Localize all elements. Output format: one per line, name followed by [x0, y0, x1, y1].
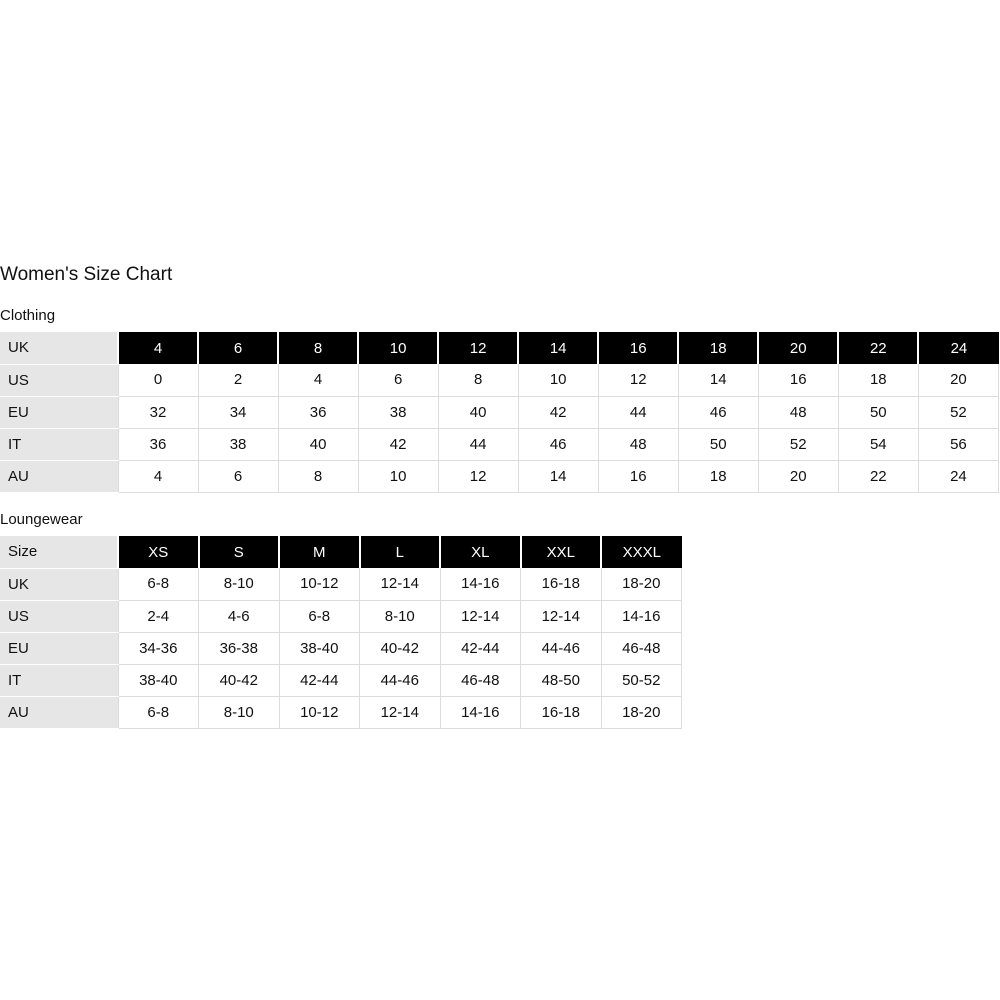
table-row — [0, 396, 999, 428]
table-cell: 46-48 — [440, 664, 521, 696]
clothing-size-table — [0, 332, 999, 493]
loungewear-section-title: Loungewear — [0, 511, 83, 528]
table-cell: 48-50 — [521, 664, 602, 696]
clothing-header-row — [0, 332, 999, 364]
table-cell: 44 — [598, 396, 678, 428]
table-cell: 52 — [758, 428, 838, 460]
table-cell: 40-42 — [199, 664, 280, 696]
table-cell: 12-14 — [521, 600, 602, 632]
table-cell: 10-12 — [279, 568, 360, 600]
page-title: Women's Size Chart — [0, 264, 173, 285]
table-cell: 38-40 — [118, 664, 199, 696]
table-cell: 6-8 — [279, 600, 360, 632]
table-row — [0, 632, 682, 664]
row-label: AU — [0, 696, 118, 728]
table-cell: 8-10 — [199, 568, 280, 600]
table-cell: 12-14 — [440, 600, 521, 632]
table-cell: 42-44 — [279, 664, 360, 696]
header-cell: 22 — [838, 332, 918, 364]
table-cell: 12-14 — [360, 696, 441, 728]
table-cell: 54 — [838, 428, 918, 460]
table-cell: 4 — [118, 460, 198, 492]
table-cell: 36 — [118, 428, 198, 460]
table-cell: 8-10 — [199, 696, 280, 728]
table-cell: 16 — [758, 364, 838, 396]
table-cell: 48 — [598, 428, 678, 460]
row-label: Size — [0, 536, 118, 568]
table-cell: 10-12 — [279, 696, 360, 728]
table-cell: 40-42 — [360, 632, 441, 664]
header-cell: 20 — [758, 332, 838, 364]
table-cell: 12 — [598, 364, 678, 396]
header-cell: XL — [440, 536, 521, 568]
table-cell: 42 — [358, 428, 438, 460]
table-cell: 24 — [918, 460, 998, 492]
table-cell: 18 — [838, 364, 918, 396]
header-cell: 8 — [278, 332, 358, 364]
loungewear-size-table — [0, 536, 682, 729]
table-cell: 12-14 — [360, 568, 441, 600]
header-cell: XXL — [521, 536, 602, 568]
table-cell: 32 — [118, 396, 198, 428]
table-cell: 34-36 — [118, 632, 199, 664]
header-cell: XXXL — [601, 536, 682, 568]
table-cell: 46 — [518, 428, 598, 460]
table-cell: 8-10 — [360, 600, 441, 632]
table-cell: 42 — [518, 396, 598, 428]
table-row — [0, 664, 682, 696]
table-cell: 2 — [198, 364, 278, 396]
table-cell: 38 — [358, 396, 438, 428]
row-label: AU — [0, 460, 118, 492]
table-cell: 4-6 — [199, 600, 280, 632]
table-row — [0, 600, 682, 632]
table-cell: 38-40 — [279, 632, 360, 664]
table-row — [0, 428, 999, 460]
header-cell: XS — [118, 536, 199, 568]
table-cell: 4 — [278, 364, 358, 396]
header-cell: 12 — [438, 332, 518, 364]
table-cell: 42-44 — [440, 632, 521, 664]
table-cell: 6 — [198, 460, 278, 492]
clothing-section-title: Clothing — [0, 307, 56, 324]
table-cell: 16-18 — [521, 568, 602, 600]
header-cell: 4 — [118, 332, 198, 364]
table-cell: 50 — [678, 428, 758, 460]
table-cell: 6-8 — [118, 568, 199, 600]
table-cell: 20 — [758, 460, 838, 492]
table-cell: 10 — [358, 460, 438, 492]
table-cell: 12 — [438, 460, 518, 492]
header-cell: 24 — [918, 332, 998, 364]
table-row — [0, 460, 999, 492]
table-cell: 34 — [198, 396, 278, 428]
loungewear-header-row — [0, 536, 682, 568]
header-cell: M — [279, 536, 360, 568]
header-cell: S — [199, 536, 280, 568]
row-label: UK — [0, 332, 118, 364]
table-cell: 50-52 — [601, 664, 682, 696]
table-cell: 0 — [118, 364, 198, 396]
table-cell: 14 — [678, 364, 758, 396]
table-cell: 20 — [918, 364, 998, 396]
table-cell: 48 — [758, 396, 838, 428]
table-cell: 52 — [918, 396, 998, 428]
table-cell: 16-18 — [521, 696, 602, 728]
table-cell: 18-20 — [601, 696, 682, 728]
table-cell: 14-16 — [440, 696, 521, 728]
table-cell: 14-16 — [601, 600, 682, 632]
row-label: US — [0, 600, 118, 632]
table-cell: 44 — [438, 428, 518, 460]
table-cell: 36 — [278, 396, 358, 428]
table-cell: 50 — [838, 396, 918, 428]
table-cell: 46-48 — [601, 632, 682, 664]
table-cell: 10 — [518, 364, 598, 396]
table-cell: 16 — [598, 460, 678, 492]
table-cell: 40 — [438, 396, 518, 428]
table-cell: 8 — [438, 364, 518, 396]
header-cell: 6 — [198, 332, 278, 364]
table-cell: 44-46 — [360, 664, 441, 696]
row-label: EU — [0, 632, 118, 664]
table-cell: 44-46 — [521, 632, 602, 664]
row-label: IT — [0, 428, 118, 460]
table-cell: 14-16 — [440, 568, 521, 600]
header-cell: 14 — [518, 332, 598, 364]
table-row — [0, 364, 999, 396]
table-cell: 18-20 — [601, 568, 682, 600]
header-cell: 18 — [678, 332, 758, 364]
table-cell: 6 — [358, 364, 438, 396]
header-cell: 16 — [598, 332, 678, 364]
table-cell: 14 — [518, 460, 598, 492]
table-cell: 22 — [838, 460, 918, 492]
header-cell: 10 — [358, 332, 438, 364]
table-row — [0, 568, 682, 600]
row-label: EU — [0, 396, 118, 428]
table-cell: 46 — [678, 396, 758, 428]
table-cell: 2-4 — [118, 600, 199, 632]
table-cell: 18 — [678, 460, 758, 492]
row-label: UK — [0, 568, 118, 600]
table-cell: 36-38 — [199, 632, 280, 664]
table-cell: 40 — [278, 428, 358, 460]
table-row — [0, 696, 682, 728]
table-cell: 8 — [278, 460, 358, 492]
table-cell: 38 — [198, 428, 278, 460]
table-cell: 6-8 — [118, 696, 199, 728]
row-label: IT — [0, 664, 118, 696]
header-cell: L — [360, 536, 441, 568]
table-cell: 56 — [918, 428, 998, 460]
row-label: US — [0, 364, 118, 396]
